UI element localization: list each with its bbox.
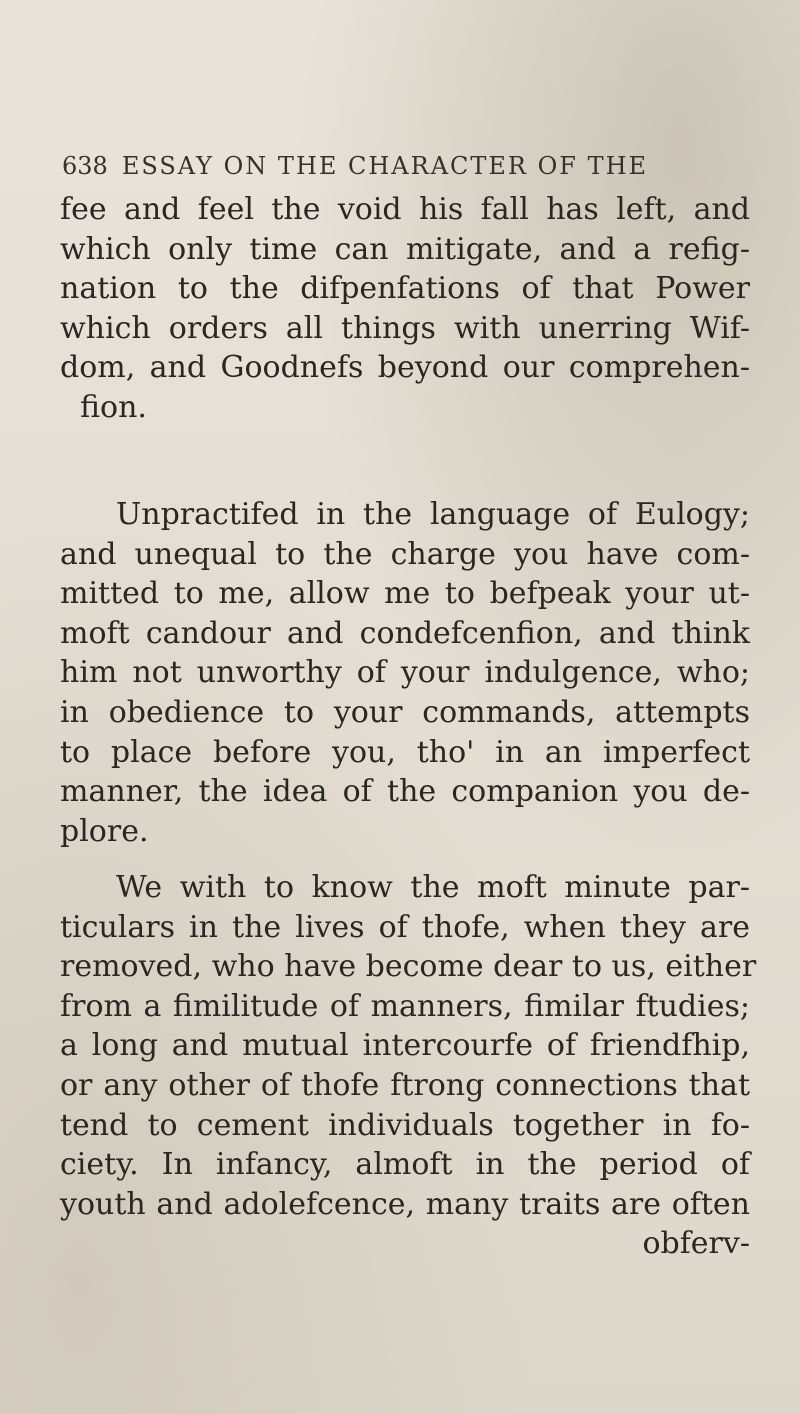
text-line: moft candour and condefcenfion, and think	[60, 615, 750, 651]
text-line: him not unworthy of your indulgence, who;	[60, 655, 750, 691]
text-line: a long and mutual intercourfe of friendfhip,	[60, 1028, 750, 1064]
text-line: ciety. In infancy, almoft in the period of	[60, 1147, 750, 1183]
text-line: mitted to me, allow me to befpeak your ut-	[60, 576, 750, 612]
text-line: nation to the difpenfations of that Power	[60, 271, 750, 307]
paragraph-3	[60, 868, 757, 1264]
text-line: tend to cement individuals together in fo-	[60, 1107, 750, 1143]
text-line: dom, and Goodnefs beyond our comprehen-	[60, 350, 750, 386]
text-line: and unequal to the charge you have com-	[60, 536, 750, 572]
text-line: to place before you, tho' in an imperfect	[60, 734, 750, 770]
paragraph-2	[60, 495, 750, 851]
text-line: Unpractifed in the language of Eulogy;	[116, 497, 750, 532]
text-line: ticulars in the lives of thofe, when they are	[60, 909, 750, 945]
text-line: fee and feel the void his fall has left, and	[60, 192, 750, 227]
text-line: which only time can mitigate, and a refig-	[60, 231, 750, 267]
running-head-title: ESSAY ON THE CHARACTER OF THE	[121, 152, 649, 180]
text-line: which orders all things with unerring Wif-	[60, 310, 750, 346]
text-line: fion.	[80, 389, 147, 425]
catchword: obferv-	[642, 1226, 750, 1262]
text-line: in obedience to your commands, attempts	[60, 694, 750, 730]
text-line: We with to know the moft minute par-	[116, 870, 750, 905]
paragraph-1	[60, 190, 750, 428]
text-line: removed, who have become dear to us, either	[60, 949, 757, 985]
text-line: from a fimilitude of manners, fimilar ftudies;	[60, 988, 750, 1024]
running-head	[62, 152, 648, 180]
text-line: or any other of thofe ftrong connections that	[60, 1067, 750, 1103]
page-number: 638	[62, 152, 108, 180]
text-line: youth and adolefcence, many traits are often	[60, 1186, 750, 1222]
text-line: plore.	[60, 813, 149, 849]
text-line: manner, the idea of the companion you de-	[60, 774, 750, 810]
